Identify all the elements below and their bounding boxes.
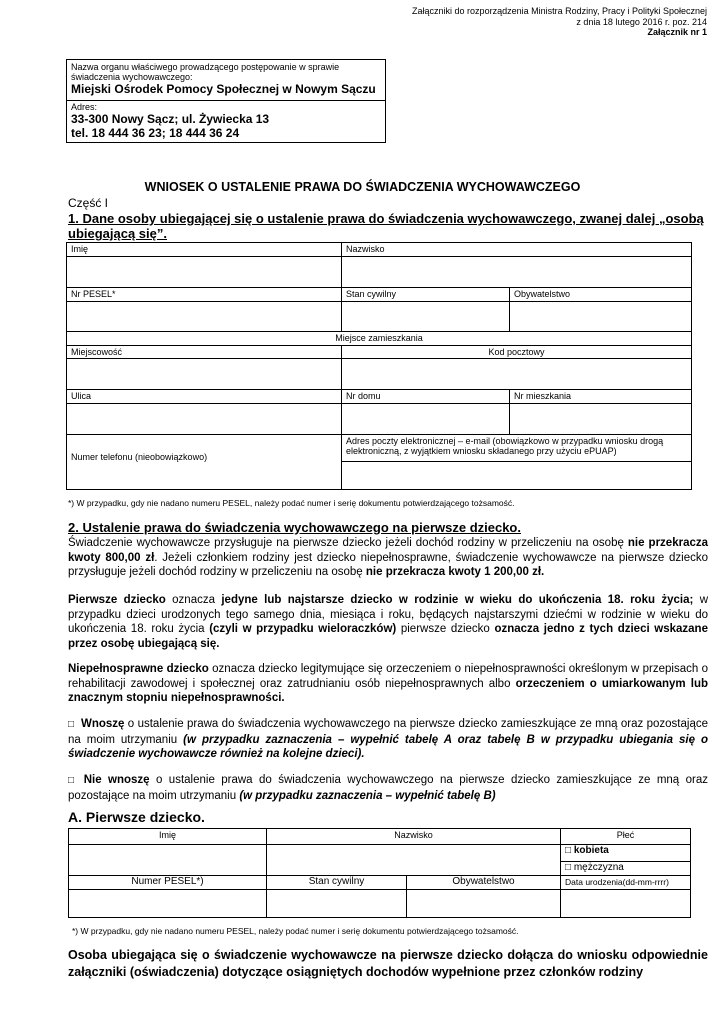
section-1-heading: 1. Dane osoby ubiegającej się o ustalenie prawa do świadczenia wychowawczego, zwanej dalej „osobą ubiegającą się”. [68, 211, 704, 241]
label-a-pesel: Numer PESEL*) [69, 876, 267, 890]
label-pesel: Nr PESEL* [67, 288, 342, 302]
kod-pocztowy-field[interactable] [342, 359, 692, 390]
paragraph-income: Świadczenie wychowawcze przysługuje na pierwsze dziecko jeżeli dochód rodziny w przeliczeniu na osobę nie przekracza kwoty 800,00 zł. Jeżeli członkiem rodziny jest dziecko niepełnosprawne, świadczenie wychowawcze na pierwsze dziecko przysługuje jeżeli dochód rodziny w przeliczeniu na osobę nie przekracza kwoty 1 200,00 zł. [68, 537, 709, 578]
label-nr-domu: Nr domu [342, 390, 510, 404]
label-a-nazwisko: Nazwisko [267, 829, 561, 845]
checkbox-mezczyzna[interactable]: □ [565, 862, 572, 873]
label-kod-pocztowy: Kod pocztowy [342, 346, 692, 359]
nazwisko-field[interactable] [342, 257, 692, 288]
label-telefon: Numer telefonu (nieobowiązkowo) [67, 435, 342, 490]
applicant-table [66, 242, 692, 490]
paragraph-disabled-child: Niepełnosprawne dziecko oznacza dziecko legitymujące się orzeczeniem o niepełnosprawności określonym w przepisach o rehabilitacji zawodowej i społecznej oraz zatrudnianiu osób niepełnosprawnych albo orzeczeniem o umiarkowanym lub znacznym stopniu niepełnosprawności. [68, 663, 709, 704]
label-a-data-urodzenia: Data urodzenia(dd-mm-rrrr) [561, 876, 691, 890]
nr-mieszkania-field[interactable] [510, 404, 692, 435]
stan-cywilny-field[interactable] [342, 302, 510, 332]
a-obywatelstwo-field[interactable] [407, 890, 561, 918]
label-a-stan: Stan cywilny [267, 876, 407, 890]
label-email: Adres poczty elektronicznej – e-mail (obowiązkowo w przypadku wniosku drogą elektroniczną, z wyjątkiem wniosku składanego przy użyciu ePUAP) [342, 435, 692, 462]
office-address: 33-300 Nowy Sącz; ul. Żywiecka 13 [71, 112, 270, 126]
nr-domu-field[interactable] [342, 404, 510, 435]
checkbox-kobieta[interactable]: □ [565, 845, 572, 856]
header-line-1: Załączniki do rozporządzenia Ministra Rodziny, Pracy i Polityki Społecznej [412, 6, 707, 16]
pesel-field[interactable] [67, 302, 342, 332]
option-nie-wnosze: □ Nie wnoszę o ustalenie prawa do świadczenia wychowawczego na pierwsze dziecko zamieszkujące ze mną oraz pozostające na moim utrzymaniu (w przypadku zaznaczenia – wypełnić tabelę B) [68, 774, 708, 802]
label-miejscowosc: Miejscowość [67, 346, 342, 359]
header-line-3: Załącznik nr 1 [647, 27, 707, 37]
a-imie-field[interactable] [69, 845, 267, 876]
label-ulica: Ulica [67, 390, 342, 404]
a-pesel-field[interactable] [69, 890, 267, 918]
email-field[interactable] [342, 462, 692, 490]
a-stan-field[interactable] [267, 890, 407, 918]
document-header [412, 6, 707, 38]
checkbox-wnosze[interactable]: □ [68, 719, 75, 730]
paragraph-first-child: Pierwsze dziecko oznacza jedyne lub najstarsze dziecko w rodzinie w wieku do ukończenia 18. roku życia; w przypadku dzieci urodzonych tego samego dnia, miesiąca i roku, będących najstarszymi dziećmi w rodzinie w wieku do ukończenia 18. roku życia (czyli w przypadku wieloraczków) pierwsze dziecko oznacza jedno z tych dzieci wskazane przez osobę ubiegającą się. [68, 594, 708, 650]
option-kobieta: □ kobieta [561, 845, 691, 862]
ulica-field[interactable] [67, 404, 342, 435]
a-data-urodzenia-field[interactable] [561, 890, 691, 918]
first-child-table [68, 828, 691, 918]
option-wnosze: □ Wnoszę o ustalenie prawa do świadczenia wychowawczego na pierwsze dziecko zamieszkujące ze mną oraz pozostające na moim utrzymaniu (w przypadku zaznaczenia – wypełnić tabelę A oraz tabelę B w przypadku ubiegania się o świadczenie wychowawcze również na kolejne dzieci). [68, 718, 708, 760]
table-a-heading: A. Pierwsze dziecko. [68, 809, 205, 825]
label-nazwisko: Nazwisko [342, 243, 692, 257]
imie-field[interactable] [67, 257, 342, 288]
label-obywatelstwo: Obywatelstwo [510, 288, 692, 302]
label-nr-mieszkania: Nr mieszkania [510, 390, 692, 404]
label-a-plec: Płeć [561, 829, 691, 845]
section-2-heading: 2. Ustalenie prawa do świadczenia wychowawczego na pierwsze dziecko. [68, 520, 521, 535]
table-a-note: *) W przypadku, gdy nie nadano numeru PESEL, należy podać numer i serię dokumentu potwierdzającego tożsamość. [72, 926, 519, 936]
office-phone: tel. 18 444 36 23; 18 444 36 24 [71, 126, 240, 140]
pesel-note: *) W przypadku, gdy nie nadano numeru PESEL, należy podać numer i serię dokumentu potwierdzającego tożsamość. [68, 498, 515, 508]
attachments-paragraph: Osoba ubiegająca się o świadczenie wychowawcze na pierwsze dziecko dołącza do wniosku odpowiednie załączniki (oświadczenia) dotyczące osiągniętych dochodów wypełnione przez członków rodziny [68, 948, 708, 979]
office-name: Miejski Ośrodek Pomocy Społecznej w Nowym Sączu [71, 82, 376, 96]
label-imie: Imię [67, 243, 342, 257]
miejscowosc-field[interactable] [67, 359, 342, 390]
office-box [66, 59, 386, 143]
checkbox-nie-wnosze[interactable]: □ [68, 775, 78, 786]
part-label: Część I [68, 196, 109, 210]
header-line-2: z dnia 18 lutego 2016 r. poz. 214 [576, 16, 707, 27]
address-label: Adres: [71, 102, 98, 112]
label-stan-cywilny: Stan cywilny [342, 288, 510, 302]
obywatelstwo-field[interactable] [510, 302, 692, 332]
option-mezczyzna: □ mężczyzna [561, 862, 691, 876]
office-label: Nazwa organu właściwego prowadzącego postępowanie w sprawie świadczenia wychowawczego: [71, 62, 340, 82]
label-a-imie: Imię [69, 829, 267, 845]
a-nazwisko-field[interactable] [267, 845, 561, 876]
label-a-obywatelstwo: Obywatelstwo [407, 876, 561, 890]
form-title: WNIOSEK O USTALENIE PRAWA DO ŚWIADCZENIA WYCHOWAWCZEGO [144, 180, 581, 194]
label-miejsce-zamieszkania: Miejsce zamieszkania [67, 332, 692, 346]
